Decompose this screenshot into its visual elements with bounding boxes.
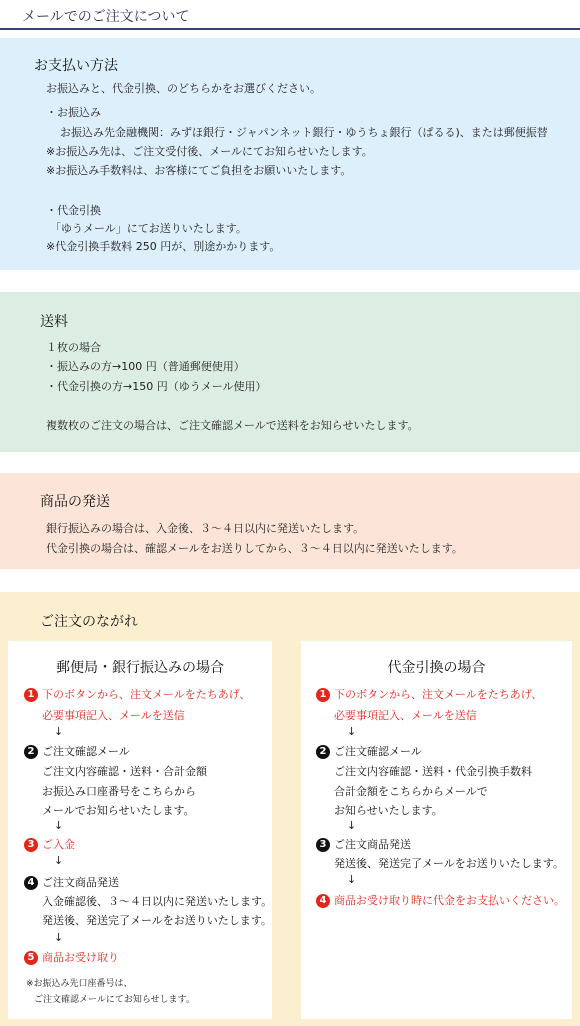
step-3 bbox=[24, 836, 75, 852]
goods-line: 代金引換の場合は、確認メールをお送りしてから、３～４日以内に発送いたします。 bbox=[46, 542, 463, 555]
step-text: ご注文確認メール bbox=[334, 745, 422, 758]
step-text: 商品お受け取り bbox=[42, 951, 119, 964]
step-4 bbox=[24, 874, 119, 890]
page-title: メールでのご注文について bbox=[22, 9, 190, 25]
step-number-1: 1 bbox=[24, 688, 38, 702]
step-number-2: 2 bbox=[24, 745, 38, 759]
payment-line: 「ゆうメール」にてお送りいたします。 bbox=[50, 222, 247, 235]
step-3 bbox=[316, 836, 411, 852]
step-1 bbox=[316, 686, 542, 702]
down-arrow-icon: ↓ bbox=[54, 854, 64, 867]
step-text: 下のボタンから、注文メールをたちあげ、 bbox=[334, 688, 543, 701]
step-text: 発送後、発送完了メールをお送りいたします。 bbox=[334, 857, 564, 870]
step-text: お振込み口座番号をこちらから bbox=[42, 785, 196, 798]
goods-heading: 商品の発送 bbox=[40, 494, 110, 510]
step-number-2: 2 bbox=[316, 745, 330, 759]
step-number-5: 5 bbox=[24, 951, 38, 965]
step-1 bbox=[24, 686, 250, 702]
step-text: ご注文商品発送 bbox=[42, 876, 119, 889]
payment-line: ※代金引換手数料 250 円が、別途かかります。 bbox=[46, 240, 281, 253]
shipping-line: 複数枚のご注文の場合は、ご注文確認メールで送料をお知らせいたします。 bbox=[46, 419, 419, 432]
step-text: 合計金額をこちらからメールで bbox=[334, 785, 488, 798]
bank-transfer-card bbox=[8, 641, 272, 1019]
title-divider bbox=[0, 28, 580, 30]
down-arrow-icon: ↓ bbox=[347, 725, 357, 738]
step-text: 入金確認後、３～４日以内に発送いたします。 bbox=[42, 895, 273, 908]
step-5 bbox=[24, 949, 119, 965]
payment-line: ※お振込み手数料は、お客様にてご負担をお願いいたします。 bbox=[46, 164, 352, 177]
down-arrow-icon: ↓ bbox=[347, 819, 357, 832]
cod-title: 代金引換の場合 bbox=[387, 660, 486, 676]
goods-line: 銀行振込みの場合は、入金後、３～４日以内に発送いたします。 bbox=[46, 522, 365, 535]
step-text: ご入金 bbox=[42, 838, 75, 851]
step-number-3: 3 bbox=[24, 838, 38, 852]
step-number-3: 3 bbox=[316, 838, 330, 852]
step-text: お知らせいたします。 bbox=[334, 804, 443, 817]
step-text: ご注文確認メール bbox=[42, 745, 130, 758]
step-text: 商品お受け取り時に代金をお支払いください。 bbox=[334, 894, 565, 907]
payment-line: お振込み先金融機関：みずほ銀行・ジャパンネット銀行・ゆうちょ銀行（ぱるる)、または郵便振替 bbox=[60, 126, 548, 139]
down-arrow-icon: ↓ bbox=[54, 725, 64, 738]
step-number-4: 4 bbox=[316, 894, 330, 908]
step-text: ご注文内容確認・送料・代金引換手数料 bbox=[334, 765, 532, 778]
down-arrow-icon: ↓ bbox=[54, 819, 64, 832]
step-text: ご注文商品発送 bbox=[334, 838, 411, 851]
payment-line: ※お振込み先は、ご注文受付後、メールにてお知らせいたします。 bbox=[46, 145, 373, 158]
step-4 bbox=[316, 892, 565, 908]
shipping-heading: 送料 bbox=[40, 314, 68, 330]
step-text: 下のボタンから、注文メールをたちあげ、 bbox=[42, 688, 251, 701]
step-text: 必要事項記入、メールを送信 bbox=[334, 709, 477, 722]
shipping-line: ・代金引換の方→150 円（ゆうメール使用） bbox=[46, 380, 267, 393]
payment-line: お振込みと、代金引換、のどちらかをお選びください。 bbox=[46, 82, 321, 95]
payment-heading: お支払い方法 bbox=[34, 58, 118, 74]
account-note: ※お振込み先口座番号は、 bbox=[26, 979, 133, 989]
account-note: ご注文確認メールにてお知らせします。 bbox=[34, 995, 195, 1005]
step-number-1: 1 bbox=[316, 688, 330, 702]
shipping-line: １枚の場合 bbox=[46, 341, 101, 354]
bank-transfer-title: 郵便局・銀行振込みの場合 bbox=[56, 660, 224, 676]
flow-heading: ご注文のながれ bbox=[40, 614, 138, 630]
payment-line: ・お振込み bbox=[46, 106, 101, 119]
step-number-4: 4 bbox=[24, 876, 38, 890]
down-arrow-icon: ↓ bbox=[347, 873, 357, 886]
step-text: 必要事項記入、メールを送信 bbox=[42, 709, 185, 722]
down-arrow-icon: ↓ bbox=[54, 931, 64, 944]
payment-line: ・代金引換 bbox=[46, 204, 101, 217]
step-2 bbox=[316, 743, 422, 759]
step-2 bbox=[24, 743, 130, 759]
shipping-line: ・振込みの方→100 円（普通郵便使用） bbox=[46, 360, 245, 373]
step-text: 発送後、発送完了メールをお送りいたします。 bbox=[42, 914, 272, 927]
cod-card bbox=[301, 641, 572, 1019]
step-text: ご注文内容確認・送料・合計金額 bbox=[42, 765, 207, 778]
step-text: メールでお知らせいたします。 bbox=[42, 804, 195, 817]
